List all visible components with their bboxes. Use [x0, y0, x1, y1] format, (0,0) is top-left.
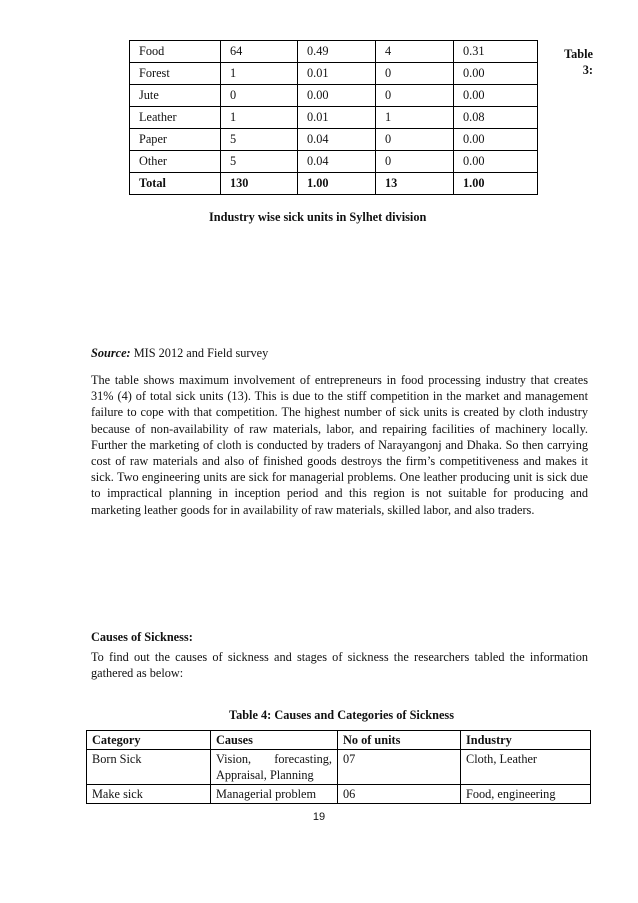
table-cell: Cloth, Leather [461, 750, 591, 785]
causes-line: Appraisal, Planning [216, 768, 314, 782]
table-cell: 1 [221, 107, 298, 129]
table-cell: 0.08 [454, 107, 538, 129]
table-cell: Paper [130, 129, 221, 151]
table-cell: 0 [376, 151, 454, 173]
table-number-label-line: 3: [582, 63, 593, 77]
causes-word: Vision, [216, 752, 252, 766]
table-cell: Food, engineering [461, 785, 591, 804]
table-cell: Make sick [87, 785, 211, 804]
causes-word: forecasting, [274, 752, 332, 766]
table-row [130, 151, 538, 173]
body-paragraph: The table shows maximum involvement of entrepreneurs in food processing industry that creates 31% (4) of total sick units (13). This is due to the stiff competition in the market and management failure to cope with that competition. The highest number of sick units is created by cloth industry because of non-availability of raw materials, labor, and repairing facilities of machinery locally. Further the marketing of cloth is conducted by traders of Narayangonj and Dhaka. So then carrying cost of raw materials and also of finished goods destroys the firm’s competitiveness and makes it sick. Two engineering units are sick for managerial problems. One leather producing unit is sick due to impractical planning in inception period and this region is not suitable for producing and marketing leather goods for in availability of raw materials, skilled labor, and also traders. [91, 373, 588, 517]
table-total-row [130, 173, 538, 195]
table-cell: Born Sick [87, 750, 211, 785]
column-header: No of units [338, 731, 461, 750]
table-cell: 5 [221, 129, 298, 151]
industry-sick-units-table [129, 40, 538, 195]
table-cell: 0.31 [454, 41, 538, 63]
table-cell: 0 [376, 85, 454, 107]
table-cell: 13 [376, 173, 454, 195]
table-cell: Leather [130, 107, 221, 129]
table-cell: 64 [221, 41, 298, 63]
source-label: Source: [91, 346, 131, 360]
table-cell: 0.04 [298, 129, 376, 151]
table-cell: 06 [338, 785, 461, 804]
table-row [130, 107, 538, 129]
table-header-row [87, 731, 591, 750]
table-cell: 0.01 [298, 63, 376, 85]
table-row [130, 63, 538, 85]
table-cell: Managerial problem [211, 785, 338, 804]
table-cell: 0.00 [454, 63, 538, 85]
table-cell: 0.01 [298, 107, 376, 129]
table-cell: 1 [376, 107, 454, 129]
table-cell: 5 [221, 151, 298, 173]
table-row [130, 129, 538, 151]
table-cell: 130 [221, 173, 298, 195]
source-note [91, 346, 268, 361]
table-cell: 0.00 [454, 85, 538, 107]
table-row [130, 41, 538, 63]
table-cell: 07 [338, 750, 461, 785]
column-header: Industry [461, 731, 591, 750]
section-heading: Causes of Sickness: [91, 630, 193, 644]
table-cell: 1.00 [298, 173, 376, 195]
table-number-label [549, 46, 593, 78]
table-row [87, 750, 591, 785]
table-row [130, 85, 538, 107]
table-cell: 0 [221, 85, 298, 107]
table-cell: 0 [376, 129, 454, 151]
table-cell: Food [130, 41, 221, 63]
table-cell: 0.04 [298, 151, 376, 173]
table-number-label-line: Table [564, 47, 593, 61]
table-cell: Total [130, 173, 221, 195]
causes-line [216, 751, 332, 767]
table-cell: 4 [376, 41, 454, 63]
table-cell: 0.00 [454, 129, 538, 151]
table-cell: 0.49 [298, 41, 376, 63]
table-cell [211, 750, 338, 785]
column-header: Causes [211, 731, 338, 750]
table-cell: Jute [130, 85, 221, 107]
table-cell: 1 [221, 63, 298, 85]
table-caption: Industry wise sick units in Sylhet division [209, 210, 427, 224]
table-caption: Table 4: Causes and Categories of Sickness [229, 708, 455, 722]
body-paragraph: To find out the causes of sickness and stages of sickness the researchers tabled the information gathered as below: [91, 650, 588, 681]
table-cell: 1.00 [454, 173, 538, 195]
table-row [87, 785, 591, 804]
source-text: MIS 2012 and Field survey [130, 346, 269, 360]
page-number: 19 [312, 811, 326, 823]
causes-categories-table [86, 730, 591, 804]
column-header: Category [87, 731, 211, 750]
table-cell: 0.00 [454, 151, 538, 173]
table-cell: 0.00 [298, 85, 376, 107]
table-cell: Other [130, 151, 221, 173]
table-cell: Forest [130, 63, 221, 85]
table-cell: 0 [376, 63, 454, 85]
